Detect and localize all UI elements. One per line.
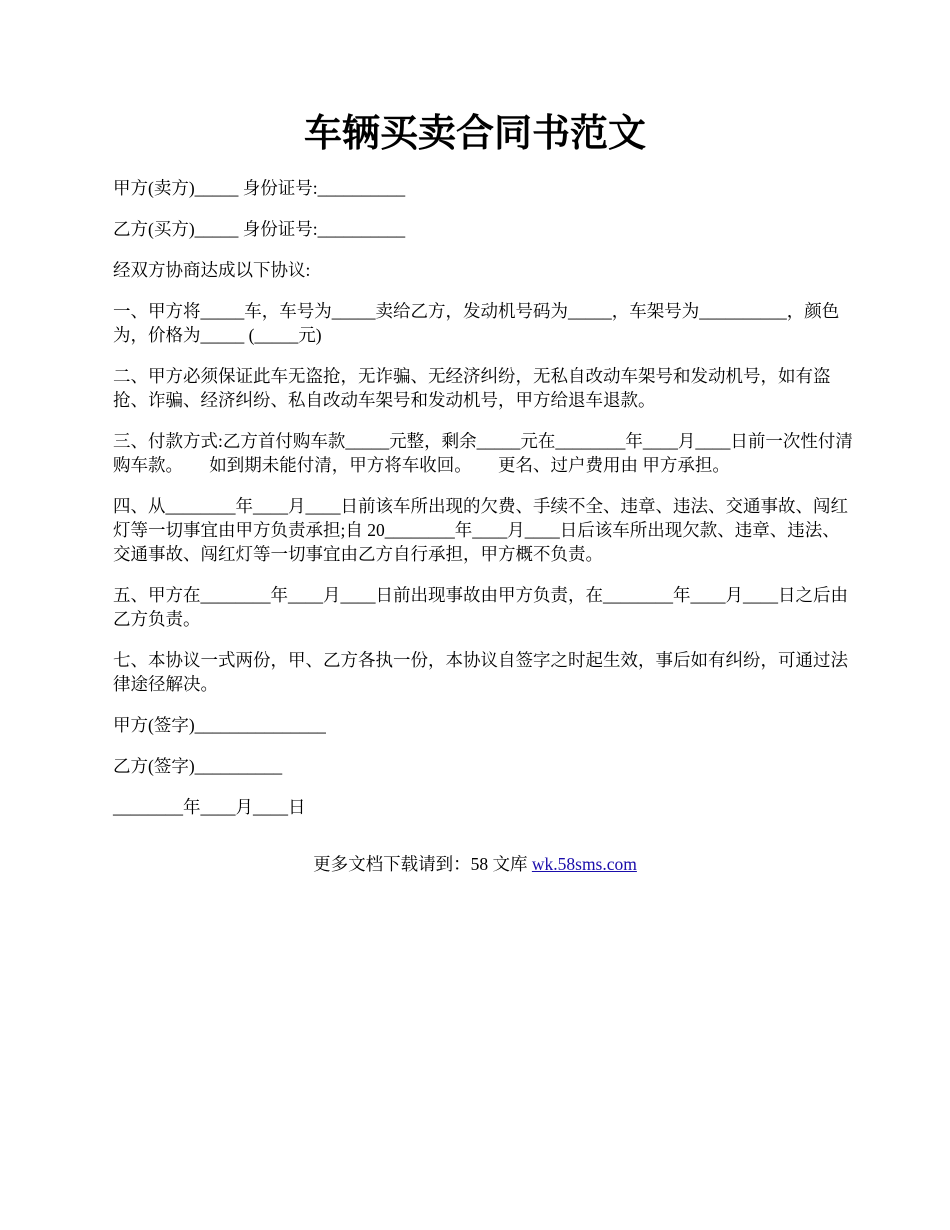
clause-7: 七、本协议一式两份，甲、乙方各执一份，本协议自签字之时起生效，事后如有纠纷，可通过法律途径解决。 (113, 650, 848, 694)
date-line: ________年____月____日 (113, 797, 306, 817)
contract-body (113, 176, 853, 836)
intro-paragraph: 经双方协商达成以下协议: (113, 260, 311, 280)
footer-download-note (0, 852, 950, 876)
footer-link[interactable]: wk.58sms.com (531, 854, 637, 874)
clause-3: 三、付款方式:乙方首付购车款_____元整，剩余_____元在________年____月____日前一次性付清购车款。 如到期未能付清，甲方将车收回。 更名、过户费用由 甲方承担。 (113, 431, 853, 475)
clause-2: 二、甲方必须保证此车无盗抢，无诈骗、无经济纠纷，无私自改动车架号和发动机号，如有盗抢、诈骗、经济纠纷、私自改动车架号和发动机号，甲方给退车退款。 (113, 366, 831, 410)
document-title: 车辆买卖合同书范文 (303, 113, 646, 155)
signature-party-b: 乙方(签字)__________ (113, 756, 283, 776)
party-a-line: 甲方(卖方)_____ 身份证号:__________ (113, 178, 406, 198)
clause-4: 四、从________年____月____日前该车所出现的欠费、手续不全、违章、违法、交通事故、闯红灯等一切事宜由甲方负责承担;自 20________年____月____日后该车所出现欠款、违章、违法、交通事故、闯红灯等一切事宜由乙方自行承担，甲方概不负责。 (113, 496, 848, 564)
signature-party-a: 甲方(签字)_______________ (113, 715, 326, 735)
footer-prefix: 更多文档下载请到：58 文库 (313, 854, 532, 874)
clause-5: 五、甲方在________年____月____日前出现事故由甲方负责，在________年____月____日之后由乙方负责。 (113, 585, 848, 629)
party-b-line: 乙方(买方)_____ 身份证号:__________ (113, 219, 406, 239)
clause-1: 一、甲方将_____车，车号为_____卖给乙方，发动机号码为_____，车架号为__________，颜色为，价格为_____ (_____元) (113, 301, 840, 345)
